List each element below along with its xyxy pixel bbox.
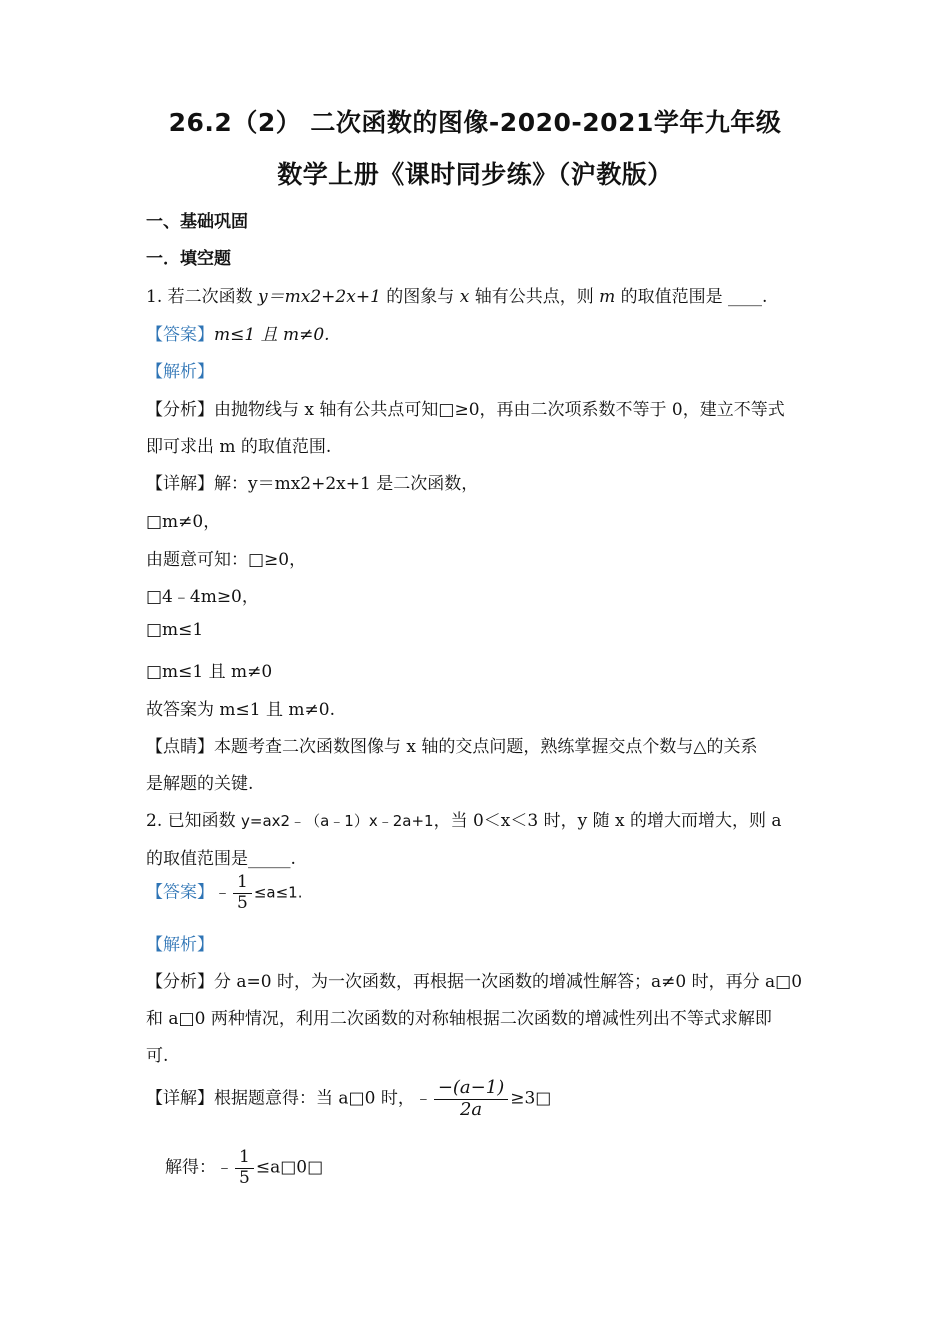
xiangjie-label: 【详解】 xyxy=(146,474,214,494)
analysis-paragraph xyxy=(146,395,785,420)
question-text: 若二次函数 xyxy=(167,287,259,307)
question-number: 2. xyxy=(146,811,163,831)
variable: m xyxy=(599,287,616,307)
numerator: 1 xyxy=(235,1148,254,1169)
fenxi-text: 分 a=0 时，为一次函数，再根据一次函数的增减性解答；a≠0 时，再分 a□0 xyxy=(214,972,803,992)
question-text: 的取值范围是 ____. xyxy=(615,287,768,307)
question-2 xyxy=(146,806,782,831)
fenxi-label: 【分析】 xyxy=(146,972,214,992)
solution-step: □m≠0， xyxy=(146,512,221,532)
question-text: ，当 0＜x＜3 时，y 随 x 的增大而增大，则 a xyxy=(433,811,782,831)
function-expression: y＝mx2+2x+1 xyxy=(258,287,381,307)
question-text: 轴有公共点，则 xyxy=(469,287,600,307)
question-text: 已知函数 xyxy=(167,811,242,831)
numerator: −(a−1) xyxy=(434,1078,508,1100)
subsection-heading: 一．填空题 xyxy=(146,249,231,269)
denominator: 2a xyxy=(459,1098,483,1120)
section-heading: 一、基础巩固 xyxy=(146,212,248,232)
answer-line xyxy=(146,873,302,913)
answer-line xyxy=(146,320,330,345)
document-title-line-2: 数学上册《课时同步练》（沪教版） xyxy=(277,160,673,189)
xiangjie-label: 【详解】 xyxy=(146,1088,214,1109)
fraction xyxy=(434,1078,508,1120)
conclusion: 故答案为 m≤1 且 m≠0. xyxy=(146,700,335,720)
inequality-tail: ≥3□ xyxy=(510,1088,552,1109)
denominator: 5 xyxy=(239,1167,250,1188)
analysis-paragraph xyxy=(146,967,802,992)
dianjing-label: 【点睛】 xyxy=(146,737,214,757)
fraction xyxy=(235,1148,254,1188)
comment-text: 本题考查二次函数图像与 x 轴的交点问题，熟练掌握交点个数与△的关系 xyxy=(214,737,758,757)
solution-step: □4﹣4m≥0， xyxy=(146,587,259,607)
answer-label: 【答案】 xyxy=(146,882,214,903)
denominator: 5 xyxy=(237,892,248,913)
question-continuation: 的取值范围是_____. xyxy=(146,849,296,869)
variable: x xyxy=(459,287,470,307)
detail-paragraph xyxy=(146,1078,551,1120)
function-expression: y=ax2﹣（a﹣1）x﹣2a+1 xyxy=(241,812,434,830)
comment-paragraph xyxy=(146,732,757,757)
comment-continuation: 是解题的关键. xyxy=(146,774,254,794)
analysis-continuation: 可. xyxy=(146,1046,169,1066)
document-title-line-1: 26.2（2） 二次函数的图像-2020-2021学年九年级 xyxy=(168,108,782,137)
minus-sign: ﹣ xyxy=(214,882,231,903)
question-text: 的图象与 xyxy=(380,287,460,307)
detail-paragraph xyxy=(146,469,478,494)
detail-text: 根据题意得：当 a□0 时，﹣ xyxy=(214,1088,432,1109)
numerator: 1 xyxy=(233,873,252,894)
analysis-continuation: 和 a□0 两种情况，利用二次函数的对称轴根据二次函数的增减性列出不等式求解即 xyxy=(146,1009,772,1029)
question-1 xyxy=(146,282,767,307)
solution-step: □m≤1 xyxy=(146,620,204,640)
answer-value: m≤1 且 m≠0. xyxy=(214,325,330,345)
analysis-continuation: 即可求出 m 的取值范围. xyxy=(146,437,332,457)
detail-text: 解：y＝mx2+2x+1 是二次函数， xyxy=(214,474,479,494)
question-number: 1. xyxy=(146,287,163,307)
analysis-label: 【解析】 xyxy=(146,362,214,382)
answer-label: 【答案】 xyxy=(146,325,214,345)
solution-step: 由题意可知：□≥0， xyxy=(146,550,307,570)
solution-step: □m≤1 且 m≠0 xyxy=(146,662,273,682)
solve-text: 解得：﹣ xyxy=(165,1157,233,1178)
analysis-label: 【解析】 xyxy=(146,935,214,955)
fenxi-text: 由抛物线与 x 轴有公共点可知□≥0，再由二次项系数不等于 0，建立不等式 xyxy=(214,400,785,420)
fraction xyxy=(233,873,252,913)
fenxi-label: 【分析】 xyxy=(146,400,214,420)
solve-tail: ≤a□0□ xyxy=(255,1157,324,1178)
answer-value: ≤a≤1. xyxy=(253,883,303,902)
solve-line xyxy=(165,1148,323,1188)
